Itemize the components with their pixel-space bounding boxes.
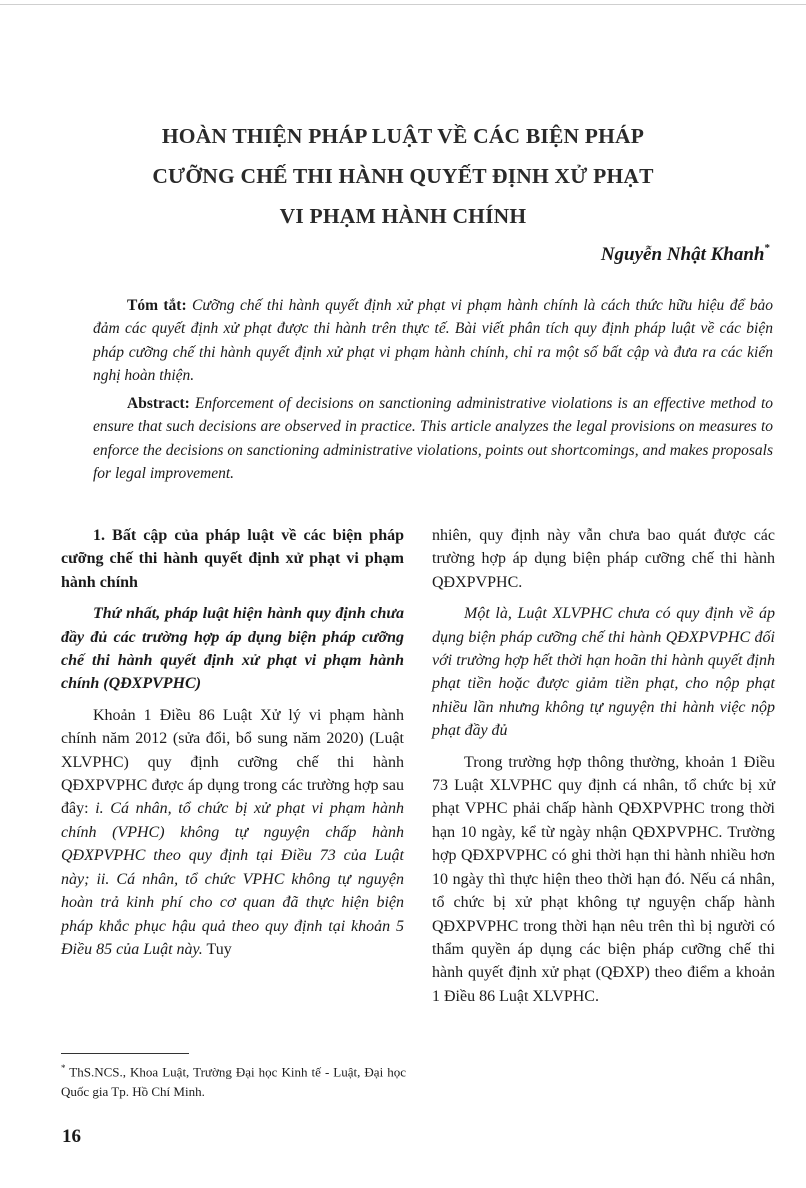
summary-english (93, 392, 773, 485)
summary-en-text: Enforcement of decisions on sanctioning administrative violations is an effective method to ensure that such decisions are observed in practice. This article analyzes the legal provisions on measures to enforce the decisions on sanctioning administrative violations, points out shortcomings, and makes proposals for legal improvement. (93, 395, 773, 482)
summary-vietnamese (93, 294, 773, 387)
para-tail-text: Tuy (202, 940, 232, 958)
body-paragraph: Trong trường hợp thông thường, khoản 1 Điều 73 Luật XLVPHC quy định cá nhân, tổ chức bị xử phạt VPHC phải chấp hành QĐXPVPHC trong thời hạn 10 ngày, kể từ ngày nhận QĐXPVPHC. Trường hợp QĐXPVPHC có ghi thời hạn thi hành nhiều hơn 10 ngày thì thực hiện theo thời hạn đó. Nếu cá nhân, tổ chức bị xử phạt không tự nguyện chấp hành QĐXPVPHC trong thời hạn nêu trên thì bị người có thẩm quyền áp dụng các biện pháp cưỡng chế thi hành quyết định xử phạt (QĐXP) theo điểm a khoản 1 Điều 86 Luật XLVPHC. (432, 753, 775, 1005)
author-byline (601, 244, 770, 266)
footnote-text: ThS.NCS., Khoa Luật, Trường Đại học Kinh tế - Luật, Đại học Quốc gia Tp. Hồ Chí Minh. (61, 1064, 406, 1100)
section-heading: 1. Bất cập của pháp luật về các biện pháp cưỡng chế thi hành quyết định xử phạt vi phạm hành chính (61, 527, 404, 591)
title-line-1: HOÀN THIỆN PHÁP LUẬT VỀ CÁC BIỆN PHÁP (161, 124, 645, 148)
top-border-line (0, 4, 806, 5)
title-line-2: CƯỠNG CHẾ THI HÀNH QUYẾT ĐỊNH XỬ PHẠT (152, 164, 654, 188)
para-plain-text: Khoản 1 Điều 86 Luật Xử lý vi phạm hành chính năm 2012 (sửa đổi, bổ sung năm 2020) (Luật XLVPHC) quy định cưỡng chế thi hành QĐXPVPHC được áp dụng trong các trường hợp sau đây: (61, 706, 404, 818)
title-line-3: VI PHẠM HÀNH CHÍNH (279, 204, 527, 228)
author-footnote-mark: * (764, 242, 770, 254)
summary-en-label: Abstract: (127, 395, 190, 412)
footnote-divider (61, 1053, 189, 1054)
author-name: Nguyễn Nhật Khanh (600, 244, 765, 265)
footnote (61, 1058, 406, 1102)
summary-vi-text: Cưỡng chế thi hành quyết định xử phạt vi phạm hành chính là cách thức hữu hiệu để bảo đảm các quyết định xử phạt được thi hành trên thực tế. Bài viết phân tích quy định pháp luật về các biện pháp cưỡng chế thi hành quyết định xử phạt vi phạm hành chính, chỉ ra một số bất cập và đưa ra các kiến nghị hoàn thiện. (93, 297, 773, 384)
left-column (61, 524, 404, 961)
page-number: 16 (62, 1126, 81, 1147)
footnote-mark: * (61, 1063, 66, 1073)
body-paragraph (61, 704, 404, 961)
italic-subpoint: Một là, Luật XLVPHC chưa có quy định về áp dụng biện pháp cưỡng chế thi hành QĐXPVPHC đối với trường hợp hết thời hạn hoãn thi hành quyết định phạt tiền hoặc được giảm tiền phạt, cho nộp phạt nhiều lần nhưng không tự nguyện thi hành việc nộp phạt đầy đủ (432, 605, 775, 740)
para-italic-text: i. Cá nhân, tổ chức bị xử phạt vi phạm hành chính (VPHC) không tự nguyện chấp hành QĐXPVPHC theo quy định tại Điều 73 của Luật này; ii. Cá nhân, tổ chức VPHC không tự nguyện hoàn trả kinh phí cho cơ quan đã thực hiện biện pháp khắc phục hậu quả theo quy định tại khoản 5 Điều 85 của Luật này. (61, 800, 405, 958)
subsection-heading: Thứ nhất, pháp luật hiện hành quy định chưa đầy đủ các trường hợp áp dụng biện pháp cưỡng chế thi hành quyết định xử phạt vi phạm hành chính (QĐXPVPHC) (61, 605, 404, 693)
body-paragraph-continued: nhiên, quy định này vẫn chưa bao quát được các trường hợp áp dụng biện pháp cưỡng chế thi hành QĐXPVPHC. (432, 527, 775, 591)
article-title (60, 116, 746, 236)
right-column (432, 524, 775, 1008)
summary-vi-label: Tóm tắt: (127, 297, 187, 314)
